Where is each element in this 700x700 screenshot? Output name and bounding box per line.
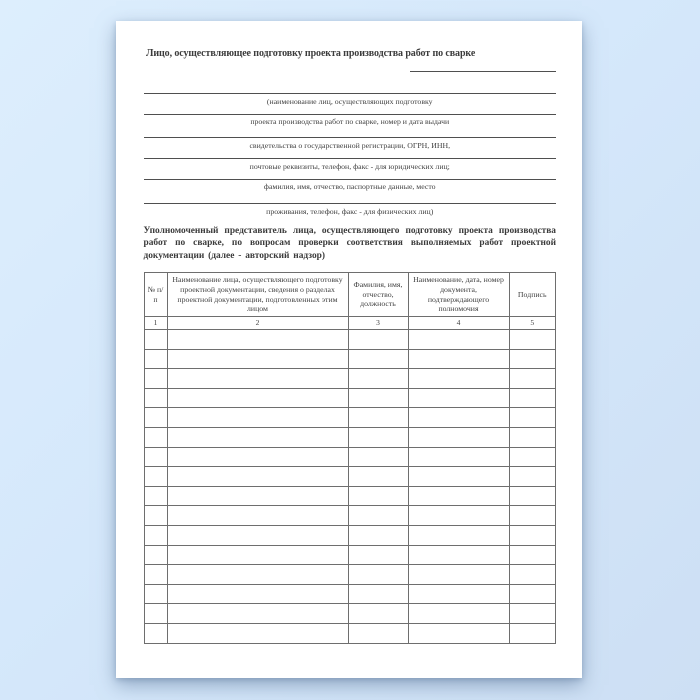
fill-in-line: [144, 179, 557, 192]
table-row: [144, 369, 556, 389]
table-cell: [408, 545, 509, 565]
table-cell: [408, 506, 509, 526]
table-cell: [509, 604, 556, 624]
table-cell: [348, 330, 408, 350]
table-cell: [167, 623, 348, 643]
table-cell: [408, 486, 509, 506]
table-cell: [348, 604, 408, 624]
table-cell: [348, 506, 408, 526]
table-cell: [144, 467, 167, 487]
table-cell: [167, 565, 348, 585]
table-cell: [348, 545, 408, 565]
table-cell: [348, 349, 408, 369]
authorized-representative-paragraph: Уполномоченный представитель лица, осуществляющего подготовку проекта производства работ по сварке, по вопросам проверки соответствия выполняемых работ проектной документации (далее - авторский надзор): [143, 226, 556, 261]
table-cell: [144, 369, 167, 389]
table-cell: [509, 427, 556, 447]
table-row: [144, 565, 556, 585]
table-cell: [509, 584, 556, 604]
table-cell: [408, 408, 509, 428]
table-cell: [144, 506, 167, 526]
table-cell: [408, 349, 509, 369]
table-cell: [144, 427, 167, 447]
table-cell: [408, 369, 509, 389]
table-cell: [348, 584, 408, 604]
table-cell: [167, 467, 348, 487]
table-cell: [408, 604, 509, 624]
table-cell: [167, 388, 348, 408]
table-cell: [167, 427, 348, 447]
table-cell: [509, 447, 556, 467]
table-cell: [509, 388, 556, 408]
table-row: [144, 604, 556, 624]
table-cell: [348, 427, 408, 447]
table-row: [144, 330, 556, 350]
table-cell: [144, 545, 167, 565]
table-cell: [144, 525, 167, 545]
fill-in-line: [144, 203, 557, 216]
column-header-document: Наименование, дата, номер документа, подтверждающего полномочия: [408, 273, 509, 317]
table-cell: [509, 408, 556, 428]
table-cell: [348, 447, 408, 467]
table-cell: [144, 486, 167, 506]
table-cell: [348, 388, 408, 408]
table-cell: [348, 486, 408, 506]
numbering-cell: 2: [167, 317, 348, 330]
table-cell: [167, 506, 348, 526]
numbering-cell: 5: [509, 317, 556, 330]
table-cell: [509, 486, 556, 506]
table-cell: [408, 388, 509, 408]
table-row: [144, 486, 556, 506]
table-row: [144, 506, 556, 526]
table-header-row: [144, 273, 556, 317]
fill-in-line: [144, 137, 557, 150]
table-cell: [167, 369, 348, 389]
table-row: [144, 584, 556, 604]
numbering-cell: 3: [348, 317, 408, 330]
numbering-cell: 4: [408, 317, 509, 330]
field-caption: почтовые реквизиты, телефон, факс - для юридических лиц;: [249, 161, 450, 171]
table-cell: [348, 369, 408, 389]
table-row: [144, 525, 556, 545]
table-cell: [144, 408, 167, 428]
table-cell: [144, 447, 167, 467]
table-cell: [509, 506, 556, 526]
fill-in-line: [144, 93, 557, 106]
table-row: [144, 427, 556, 447]
table-cell: [348, 565, 408, 585]
table-cell: [509, 349, 556, 369]
column-header-signature: Подпись: [509, 273, 556, 317]
fill-in-line: [144, 158, 557, 171]
numbering-cell: 1: [144, 317, 167, 330]
field-caption: проекта производства работ по сварке, номер и дата выдачи: [250, 117, 450, 126]
table-cell: [167, 486, 348, 506]
table-row: [144, 467, 556, 487]
table-cell: [348, 525, 408, 545]
table-cell: [509, 623, 556, 643]
table-cell: [408, 565, 509, 585]
field-caption: проживания, телефон, факс - для физических лиц): [266, 206, 434, 216]
table-cell: [408, 525, 509, 545]
table-cell: [509, 565, 556, 585]
table-cell: [408, 467, 509, 487]
table-cell: [348, 467, 408, 487]
table-cell: [408, 447, 509, 467]
table-cell: [408, 330, 509, 350]
page-title: Лицо, осуществляющее подготовку проекта производства работ по сварке: [146, 48, 476, 59]
table-cell: [408, 584, 509, 604]
table-cell: [167, 545, 348, 565]
column-header-name: Фамилия, имя, отчество, должность: [348, 273, 408, 317]
table-cell: [348, 408, 408, 428]
table-row: [144, 545, 556, 565]
table-cell: [167, 330, 348, 350]
table-cell: [509, 545, 556, 565]
table-cell: [167, 408, 348, 428]
table-row: [144, 447, 556, 467]
table-cell: [144, 623, 167, 643]
table-cell: [509, 467, 556, 487]
column-header-number: № п/п: [144, 273, 167, 317]
table-cell: [167, 447, 348, 467]
table-row: [144, 349, 556, 369]
table-row: [144, 623, 556, 643]
table-cell: [509, 525, 556, 545]
table-cell: [167, 604, 348, 624]
table-row: [144, 388, 556, 408]
table-cell: [509, 330, 556, 350]
table-cell: [408, 623, 509, 643]
fill-in-line: [144, 114, 557, 127]
column-header-person: Наименование лица, осуществляющего подготовку проектной документации, сведения о разделах проектной документации, подготовленных этим лицом: [167, 273, 348, 317]
table-cell: [144, 349, 167, 369]
signatures-table: [144, 272, 557, 644]
field-caption: (наименование лиц, осуществляющих подготовку: [266, 96, 433, 106]
table-body: [144, 330, 556, 644]
table-cell: [144, 565, 167, 585]
table-cell: [144, 330, 167, 350]
field-caption: свидетельства о государственной регистрации, ОГРН, ИНН,: [249, 140, 451, 150]
table-cell: [167, 584, 348, 604]
table-cell: [348, 623, 408, 643]
document-page: [116, 21, 582, 678]
table-cell: [144, 584, 167, 604]
table-cell: [167, 525, 348, 545]
table-cell: [509, 369, 556, 389]
fill-in-line-short: [410, 71, 556, 72]
table-cell: [167, 349, 348, 369]
field-caption: фамилия, имя, отчество, паспортные данные, место: [263, 182, 436, 191]
table-cell: [144, 388, 167, 408]
table-cell: [144, 604, 167, 624]
table-numbering-row: [144, 317, 556, 330]
table-row: [144, 408, 556, 428]
table-cell: [408, 427, 509, 447]
